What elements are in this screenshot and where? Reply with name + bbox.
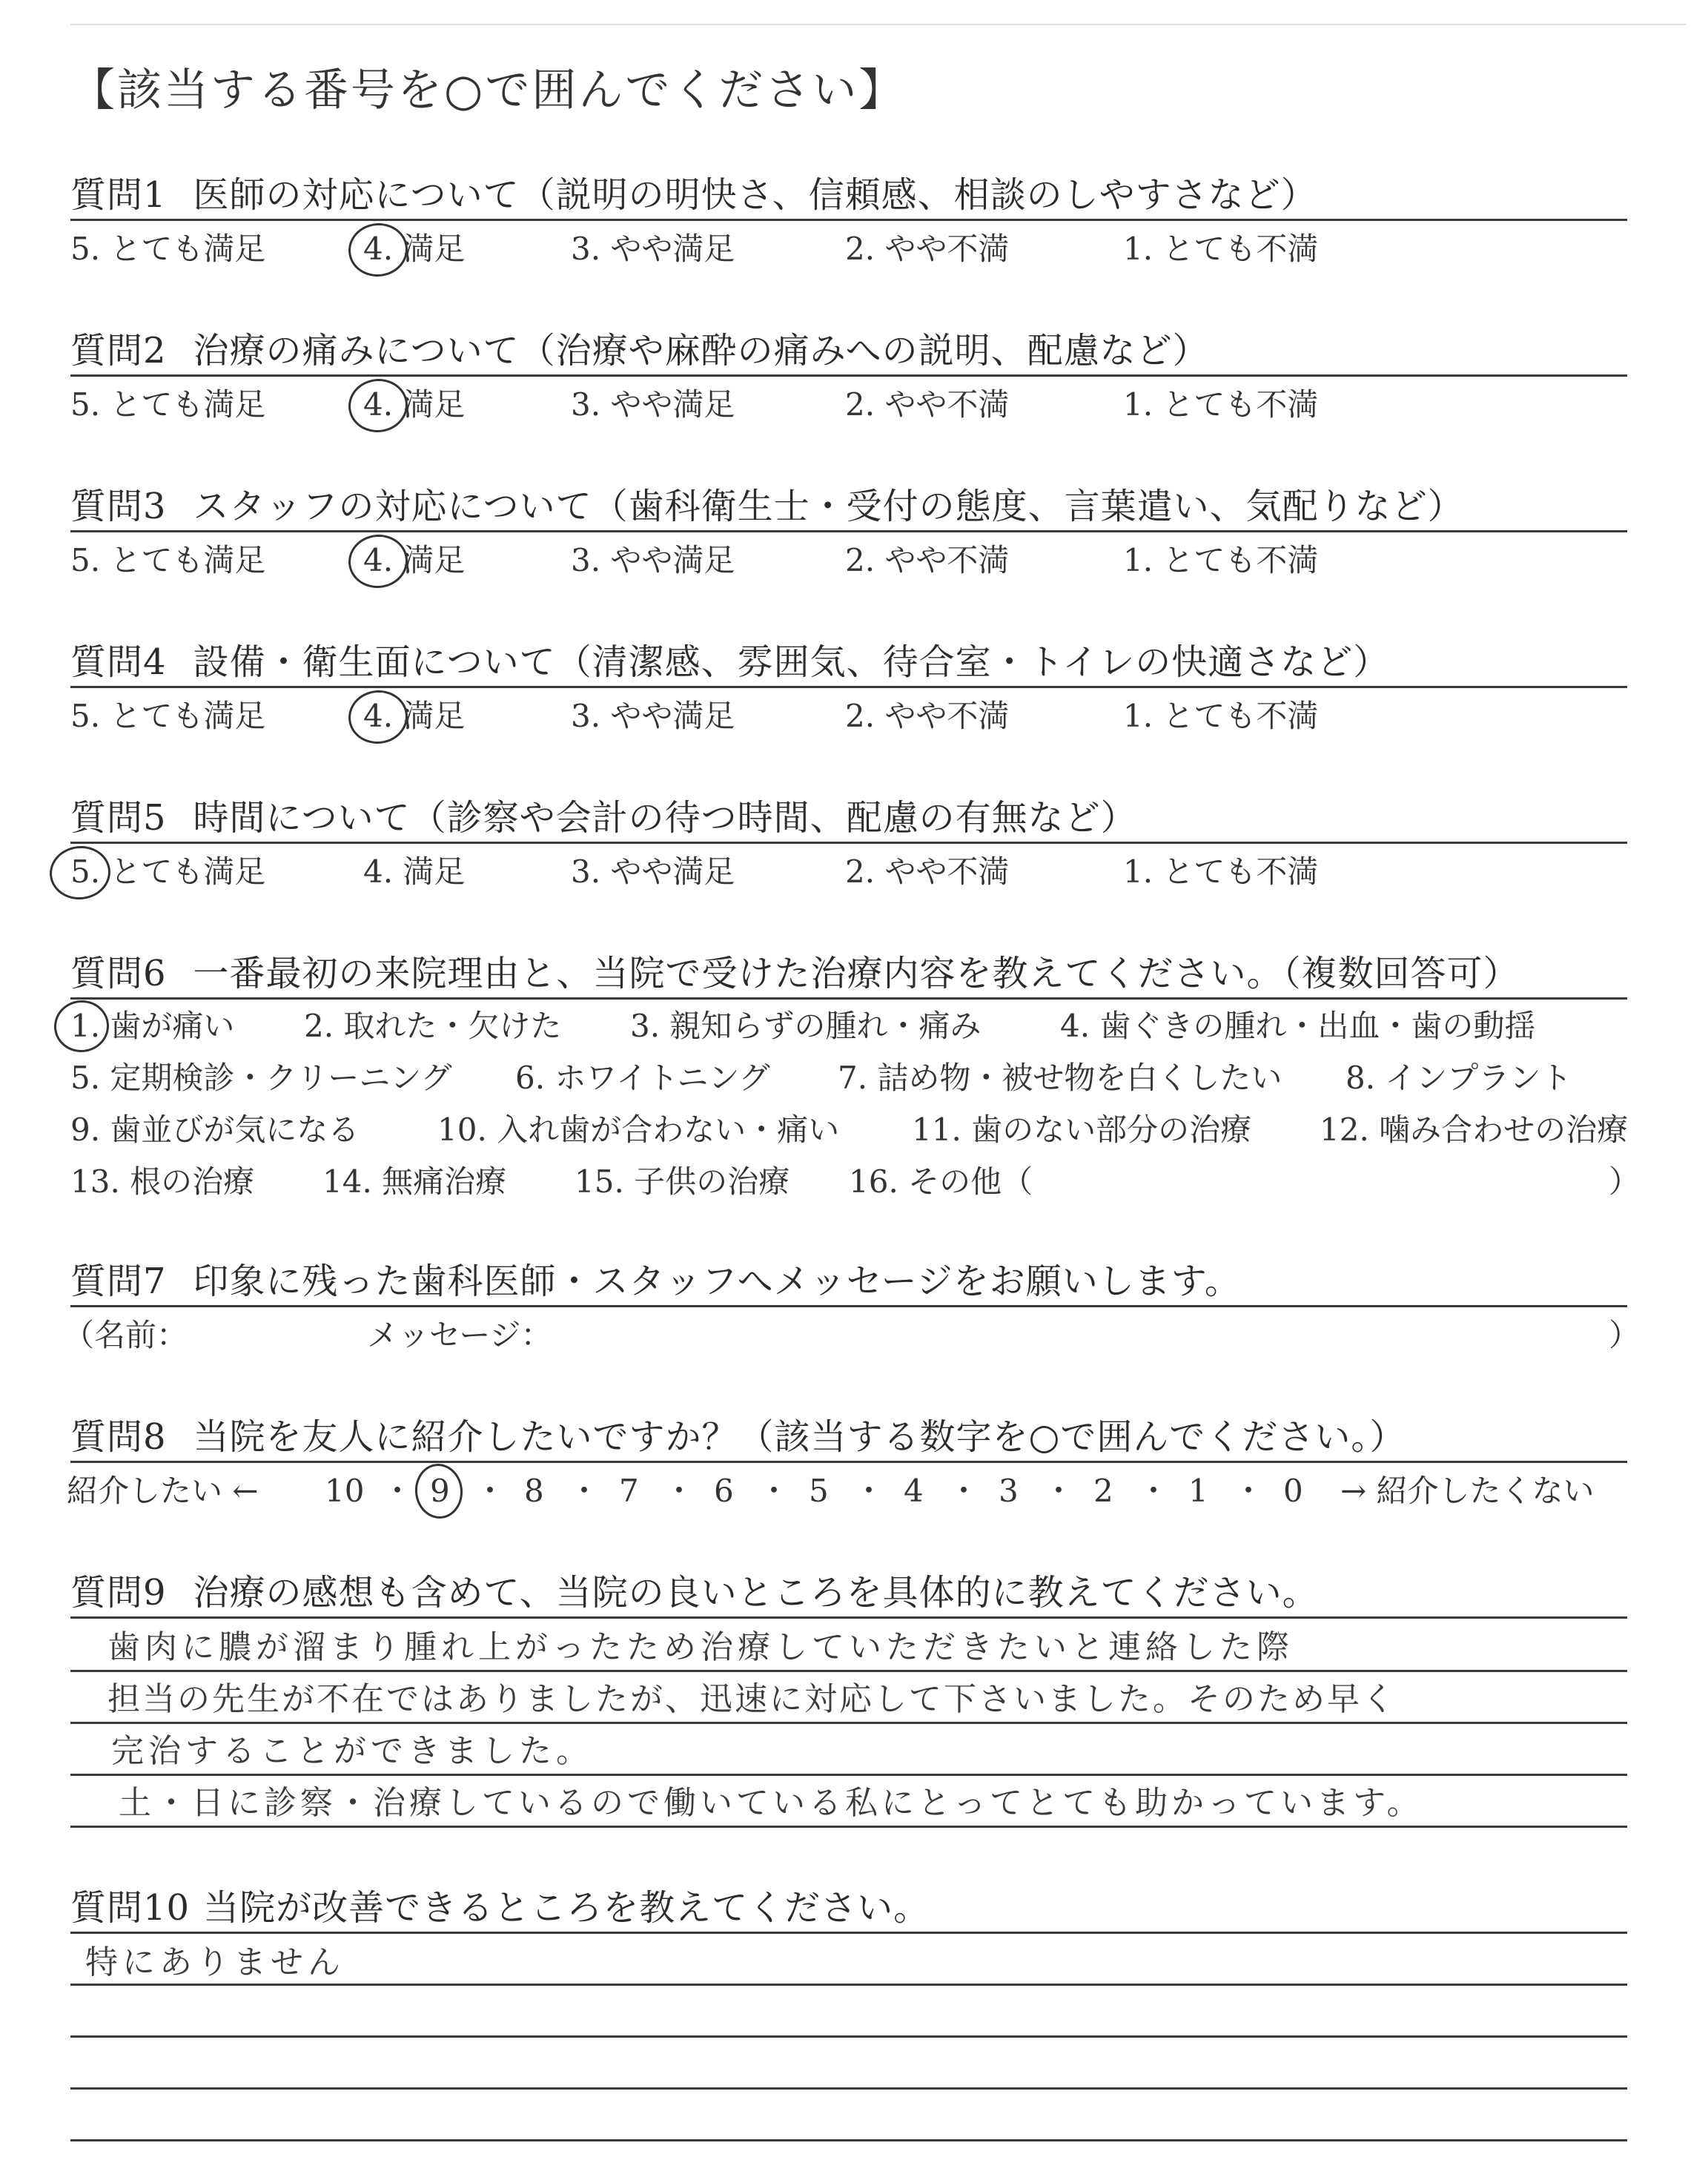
option-2-somewhat-dissatisfied[interactable]: 2. やや不満 — [845, 231, 1010, 267]
option-5-very-satisfied[interactable]: 5. とても満足 — [70, 231, 266, 267]
question-number: 質問6 — [70, 953, 167, 994]
handwritten-answer-line: 土・日に診察・治療しているので働いている私にとってとても助かっています。 — [119, 1784, 1423, 1822]
recommend-left-label: 紹介したい ← — [67, 1473, 259, 1509]
reason-option[interactable]: 9. 歯並びが気になる — [70, 1112, 360, 1148]
other-close-paren: ） — [1609, 1163, 1641, 1200]
question-divider — [70, 842, 1627, 844]
question-number: 質問1 — [70, 174, 167, 216]
answer-line — [70, 2139, 1627, 2141]
recommend-score-9[interactable]: 9 — [430, 1473, 450, 1509]
reason-option[interactable]: 6. ホワイトニング — [515, 1060, 770, 1096]
recommend-score-6[interactable]: 6 — [714, 1473, 734, 1509]
question-divider — [70, 530, 1627, 532]
recommend-score-8[interactable]: 8 — [524, 1473, 544, 1509]
question-text: スタッフの対応について（歯科衛生士・受付の態度、言葉遣い、気配りなど） — [193, 486, 1464, 527]
handwritten-answer-line: 特にありません — [85, 1943, 345, 1981]
question-divider — [70, 219, 1627, 221]
recommend-score-2[interactable]: 2 — [1093, 1473, 1113, 1509]
reason-option[interactable]: 2. 取れた・欠けた — [304, 1008, 562, 1044]
option-4-satisfied[interactable]: 4. 満足 — [363, 231, 466, 267]
answer-line — [70, 1826, 1627, 1828]
answer-line — [70, 2035, 1627, 2038]
reason-option[interactable]: 3. 親知らずの腫れ・痛み — [630, 1008, 982, 1044]
answer-line — [70, 1984, 1627, 1986]
recommend-score-0[interactable]: 0 — [1283, 1473, 1303, 1509]
question-divider — [70, 686, 1627, 688]
option-3-somewhat-satisfied[interactable]: 3. やや満足 — [571, 231, 735, 267]
question-number: 質問7 — [70, 1261, 167, 1302]
option-2-somewhat-dissatisfied[interactable]: 2. やや不満 — [845, 542, 1010, 578]
recommend-score-5[interactable]: 5 — [809, 1473, 829, 1509]
scale-separator: ・ — [948, 1473, 980, 1509]
reason-option[interactable]: 13. 根の治療 — [70, 1163, 255, 1200]
question-divider — [70, 374, 1627, 377]
recommend-score-1[interactable]: 1 — [1188, 1473, 1208, 1509]
option-2-somewhat-dissatisfied[interactable]: 2. やや不満 — [845, 853, 1010, 890]
selection-circle — [345, 532, 410, 591]
handwritten-answer-line: 担当の先生が不在ではありましたが、迅速に対応して下さいました。そのため早く — [107, 1680, 1397, 1718]
selection-circle — [345, 376, 410, 435]
question-text: 時間について（診察や会計の待つ時間、配慮の有無など） — [193, 797, 1137, 839]
question-number: 質問2 — [70, 330, 167, 371]
question-text: 治療の痛みについて（治療や麻酔の痛みへの説明、配慮など） — [193, 330, 1209, 371]
reason-option[interactable]: 1. 歯が痛い — [70, 1008, 235, 1044]
recommend-score-3[interactable]: 3 — [999, 1473, 1019, 1509]
reason-option[interactable]: 15. 子供の治療 — [575, 1163, 790, 1200]
recommend-score-4[interactable]: 4 — [904, 1473, 924, 1509]
reason-option[interactable]: 7. 詰め物・被せ物を白くしたい — [838, 1060, 1282, 1096]
message-close-paren: ） — [1609, 1317, 1641, 1353]
option-1-very-dissatisfied[interactable]: 1. とても不満 — [1123, 542, 1319, 578]
question-number: 質問5 — [70, 797, 167, 839]
option-4-satisfied[interactable]: 4. 満足 — [363, 698, 466, 734]
reason-option-other[interactable]: 16. その他（ — [849, 1163, 1033, 1200]
option-5-very-satisfied[interactable]: 5. とても満足 — [70, 542, 266, 578]
reason-option[interactable]: 8. インプラント — [1345, 1060, 1572, 1096]
scale-separator: ・ — [853, 1473, 885, 1509]
question-text: 設備・衛生面について（清潔感、雰囲気、待合室・トイレの快適さなど） — [193, 641, 1390, 683]
question-title — [70, 1887, 930, 1929]
reason-option[interactable]: 12. 噛み合わせの治療 — [1320, 1112, 1629, 1148]
selection-circle — [47, 843, 113, 902]
page-title: 【該当する番号を○で囲んでください】 — [70, 65, 906, 116]
question-text: 医師の対応について（説明の明快さ、信頼感、相談のしやすさなど） — [193, 174, 1317, 216]
recommend-score-7[interactable]: 7 — [619, 1473, 639, 1509]
option-1-very-dissatisfied[interactable]: 1. とても不満 — [1123, 386, 1319, 423]
option-5-very-satisfied[interactable]: 5. とても満足 — [70, 386, 266, 423]
question-title — [70, 1572, 1319, 1614]
option-1-very-dissatisfied[interactable]: 1. とても不満 — [1123, 698, 1319, 734]
question-divider — [70, 1616, 1627, 1619]
scale-separator: ・ — [1233, 1473, 1265, 1509]
top-divider — [70, 24, 1687, 25]
scale-separator: ・ — [474, 1473, 506, 1509]
selection-circle — [345, 687, 410, 747]
question-title — [70, 1416, 1406, 1458]
scale-separator: ・ — [1138, 1473, 1170, 1509]
question-title — [70, 641, 1390, 683]
question-title — [70, 953, 1520, 994]
handwritten-answer-line: 完治することができました。 — [111, 1732, 593, 1770]
option-3-somewhat-satisfied[interactable]: 3. やや満足 — [571, 386, 735, 423]
question-divider — [70, 1305, 1627, 1307]
option-2-somewhat-dissatisfied[interactable]: 2. やや不満 — [845, 698, 1010, 734]
option-4-satisfied[interactable]: 4. 満足 — [363, 542, 466, 578]
scale-separator: ・ — [758, 1473, 790, 1509]
question-title — [70, 330, 1209, 371]
question-divider — [70, 1932, 1627, 1934]
option-3-somewhat-satisfied[interactable]: 3. やや満足 — [571, 542, 735, 578]
question-number: 質問8 — [70, 1416, 167, 1458]
option-5-very-satisfied[interactable]: 5. とても満足 — [70, 698, 266, 734]
reason-option[interactable]: 4. 歯ぐきの腫れ・出血・歯の動揺 — [1060, 1008, 1536, 1044]
question-title — [70, 486, 1464, 527]
option-4-satisfied[interactable]: 4. 満足 — [363, 853, 466, 890]
question-number: 質問4 — [70, 641, 167, 683]
option-5-very-satisfied[interactable]: 5. とても満足 — [70, 853, 266, 890]
question-text: 印象に残った歯科医師・スタッフへメッセージをお願いします。 — [193, 1261, 1241, 1302]
question-divider — [70, 1461, 1627, 1463]
reason-option[interactable]: 5. 定期検診・クリーニング — [70, 1060, 452, 1096]
option-3-somewhat-satisfied[interactable]: 3. やや満足 — [571, 853, 735, 890]
answer-line — [70, 2087, 1627, 2090]
selection-circle — [52, 997, 112, 1054]
question-text: 一番最初の来院理由と、当院で受けた治療内容を教えてください。（複数回答可） — [193, 953, 1520, 994]
reason-option[interactable]: 11. 歯のない部分の治療 — [912, 1112, 1252, 1148]
reason-option[interactable]: 10. 入れ歯が合わない・痛い — [437, 1112, 840, 1148]
question-number: 質問10 — [70, 1887, 191, 1929]
question-text: 当院を友人に紹介したいですか？（該当する数字を○で囲んでください。） — [193, 1416, 1406, 1458]
question-divider — [70, 997, 1627, 1000]
question-title — [70, 1261, 1241, 1302]
question-number: 質問9 — [70, 1572, 167, 1614]
recommend-score-10[interactable]: 10 — [325, 1473, 365, 1509]
option-2-somewhat-dissatisfied[interactable]: 2. やや不満 — [845, 386, 1010, 423]
scale-separator: ・ — [1043, 1473, 1075, 1509]
option-1-very-dissatisfied[interactable]: 1. とても不満 — [1123, 853, 1319, 890]
answer-line — [70, 1722, 1627, 1724]
scale-separator: ・ — [663, 1473, 695, 1509]
question-title — [70, 174, 1317, 216]
handwritten-answer-line: 歯肉に膿が溜まり腫れ上がったため治療していただきたいと連絡した際 — [107, 1628, 1294, 1666]
question-number: 質問3 — [70, 486, 167, 527]
name-label: （名前： — [63, 1317, 188, 1353]
option-4-satisfied[interactable]: 4. 満足 — [363, 386, 466, 423]
message-label: メッセージ： — [367, 1317, 552, 1353]
option-1-very-dissatisfied[interactable]: 1. とても不満 — [1123, 231, 1319, 267]
scale-separator: ・ — [569, 1473, 600, 1509]
question-title — [70, 797, 1137, 839]
recommend-right-label: → 紹介したくない — [1340, 1473, 1595, 1509]
reason-option[interactable]: 14. 無痛治療 — [322, 1163, 507, 1200]
option-3-somewhat-satisfied[interactable]: 3. やや満足 — [571, 698, 735, 734]
answer-line — [70, 1670, 1627, 1672]
answer-line — [70, 1774, 1627, 1776]
selection-circle — [345, 220, 410, 280]
scale-separator: ・ — [382, 1473, 414, 1509]
selection-circle — [412, 1462, 465, 1521]
question-text: 治療の感想も含めて、当院の良いところを具体的に教えてください。 — [193, 1572, 1319, 1614]
question-text: 当院が改善できるところを教えてください。 — [203, 1887, 930, 1929]
